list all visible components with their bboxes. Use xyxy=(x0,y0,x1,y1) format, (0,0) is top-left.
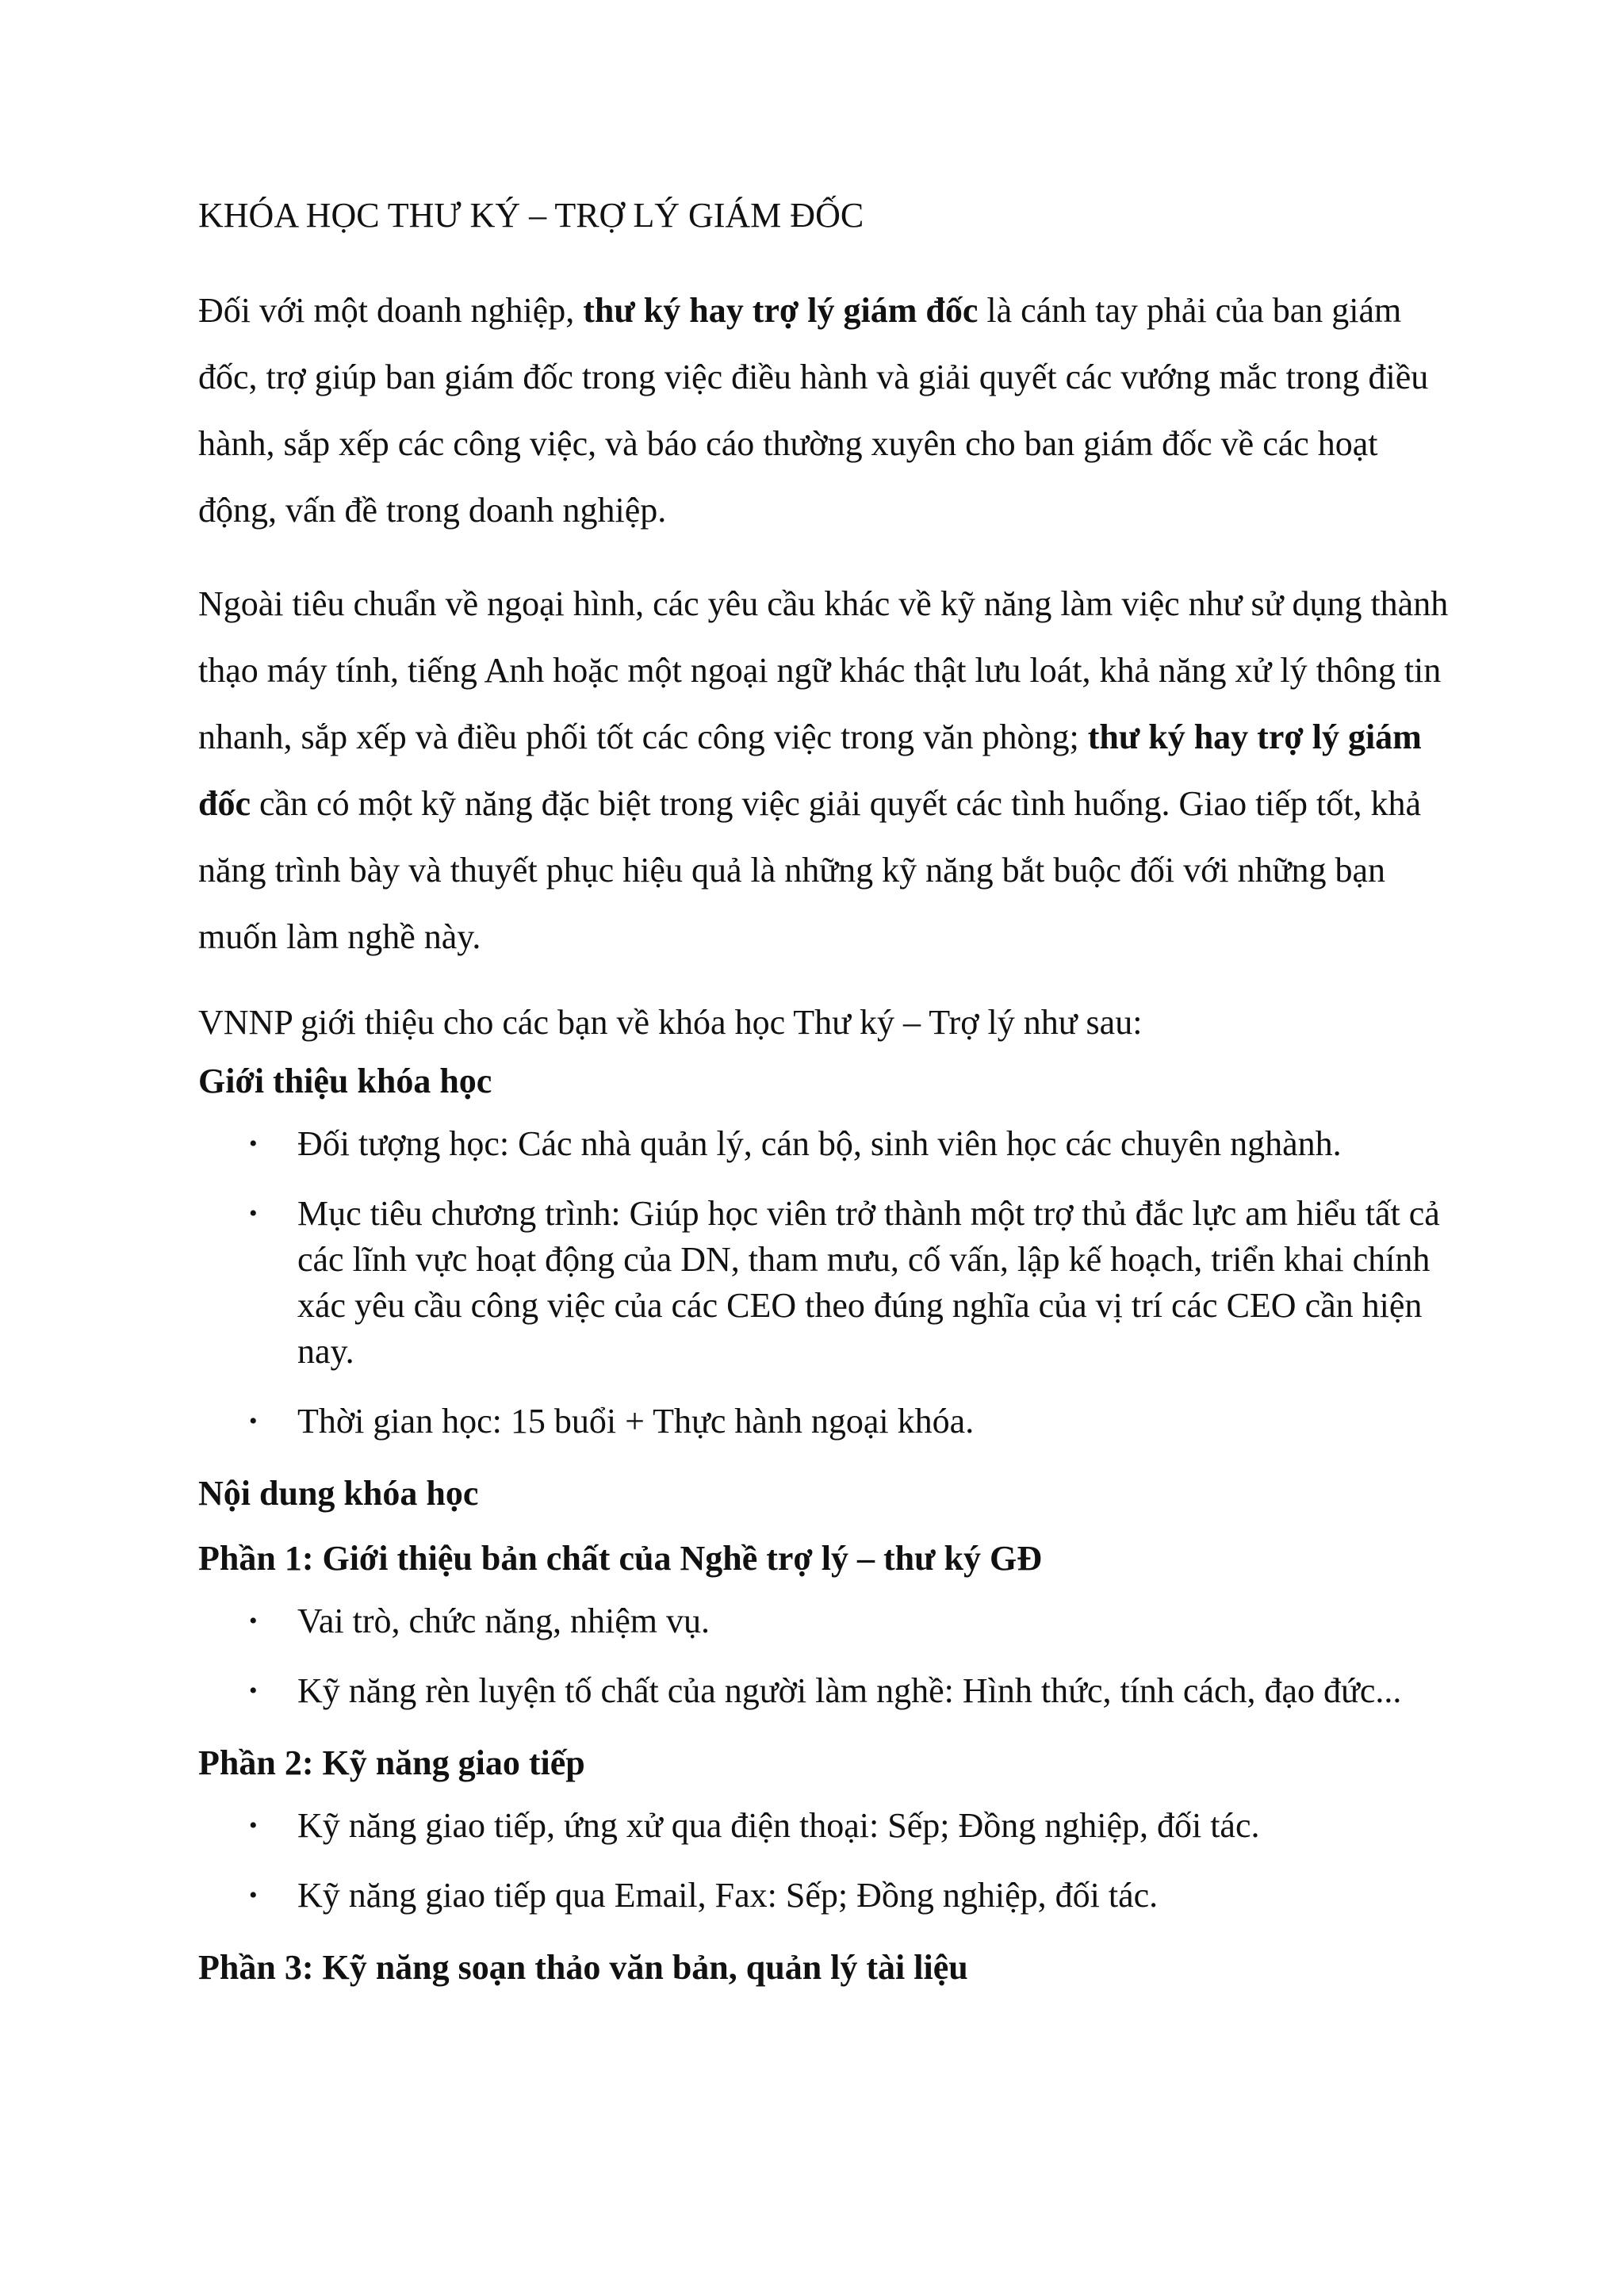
bullet-icon: • xyxy=(249,1882,258,1908)
list-item xyxy=(198,1873,1451,1919)
section-heading-part-1: Phần 1: Giới thiệu bản chất của Nghề trợ lý – thư ký GĐ xyxy=(198,1539,1042,1578)
bullet-icon: • xyxy=(249,1812,258,1839)
section-heading-part-3: Phần 3: Kỹ năng soạn thảo văn bản, quản lý tài liệu xyxy=(198,1948,968,1987)
list-item-text: Thời gian học: 15 buổi + Thực hành ngoại khóa. xyxy=(297,1402,975,1441)
paragraph-intro-text-1: Đối với một doanh nghiệp, xyxy=(198,291,584,330)
paragraph-intro-bold: thư ký hay trợ lý giám đốc xyxy=(583,291,979,330)
bullet-icon: • xyxy=(249,1408,258,1434)
list-item-text: Đối tượng học: Các nhà quản lý, cán bộ, sinh viên học các chuyên nghành. xyxy=(297,1124,1342,1163)
bullet-icon: • xyxy=(249,1200,258,1226)
paragraph-requirements-text-2: cần có một kỹ năng đặc biệt trong việc giải quyết các tình huống. Giao tiếp tốt, khả năng trình bày và thuyết phục hiệu quả là những kỹ năng bắt buộc đối với những bạn muốn làm nghề này. xyxy=(198,784,1422,956)
list-item-text: Kỹ năng giao tiếp, ứng xử qua điện thoại: Sếp; Đồng nghiệp, đối tác. xyxy=(297,1806,1260,1845)
list-item xyxy=(198,1399,1451,1445)
bullet-icon: • xyxy=(249,1131,258,1157)
list-item xyxy=(198,1598,1451,1644)
list-item-text: Kỹ năng rèn luyện tố chất của người làm nghề: Hình thức, tính cách, đạo đức... xyxy=(297,1671,1402,1710)
paragraph-requirements-text-1: Ngoài tiêu chuẩn về ngoại hình, các yêu cầu khác về kỹ năng làm việc như sử dụng thành thạo máy tính, tiếng Anh hoặc một ngoại ngữ khác thật lưu loát, khả năng xử lý thông tin nhanh, sắp xếp và điều phối tốt các công việc trong văn phòng; xyxy=(198,584,1449,756)
paragraph-requirements xyxy=(198,571,1451,970)
list-item xyxy=(198,1191,1451,1375)
part-2-list xyxy=(198,1803,1451,1919)
bullet-icon: • xyxy=(249,1608,258,1634)
list-item-text: Mục tiêu chương trình: Giúp học viên trở thành một trợ thủ đắc lực am hiểu tất cả các lĩnh vực hoạt động của DN, tham mưu, cố vấn, lập kế hoạch, triển khai chính xác yêu cầu công việc của các CEO theo đúng nghĩa của vị trí các CEO cần hiện nay. xyxy=(297,1194,1440,1371)
document-page xyxy=(198,190,1451,2007)
bullet-icon: • xyxy=(249,1678,258,1704)
paragraph-intro xyxy=(198,277,1451,544)
paragraph-intro-text-2: là cánh tay phải của ban giám đốc, trợ giúp ban giám đốc trong việc điều hành và giải quyết các vướng mắc trong điều hành, sắp xếp các công việc, và báo cáo thường xuyên cho ban giám đốc về các hoạt động, vấn đề trong doanh nghiệp. xyxy=(198,291,1429,530)
list-item-text: Vai trò, chức năng, nhiệm vụ. xyxy=(297,1601,710,1640)
list-item xyxy=(198,1121,1451,1167)
document-title: KHÓA HỌC THƯ KÝ – TRỢ LÝ GIÁM ĐỐC xyxy=(198,196,864,235)
course-intro-line: VNNP giới thiệu cho các bạn về khóa học Thư ký – Trợ lý như sau: xyxy=(198,1003,1143,1042)
section-heading-course-content: Nội dung khóa học xyxy=(198,1474,479,1513)
section-heading-part-2: Phần 2: Kỹ năng giao tiếp xyxy=(198,1743,585,1782)
section-heading-course-intro: Giới thiệu khóa học xyxy=(198,1062,492,1100)
list-item-text: Kỹ năng giao tiếp qua Email, Fax: Sếp; Đồng nghiệp, đối tác. xyxy=(297,1876,1159,1915)
list-item xyxy=(198,1803,1451,1849)
part-1-list xyxy=(198,1598,1451,1714)
list-item xyxy=(198,1668,1451,1714)
paragraph-requirements-bold: thư ký hay trợ lý giám đốc xyxy=(198,718,1422,823)
course-intro-list xyxy=(198,1121,1451,1445)
